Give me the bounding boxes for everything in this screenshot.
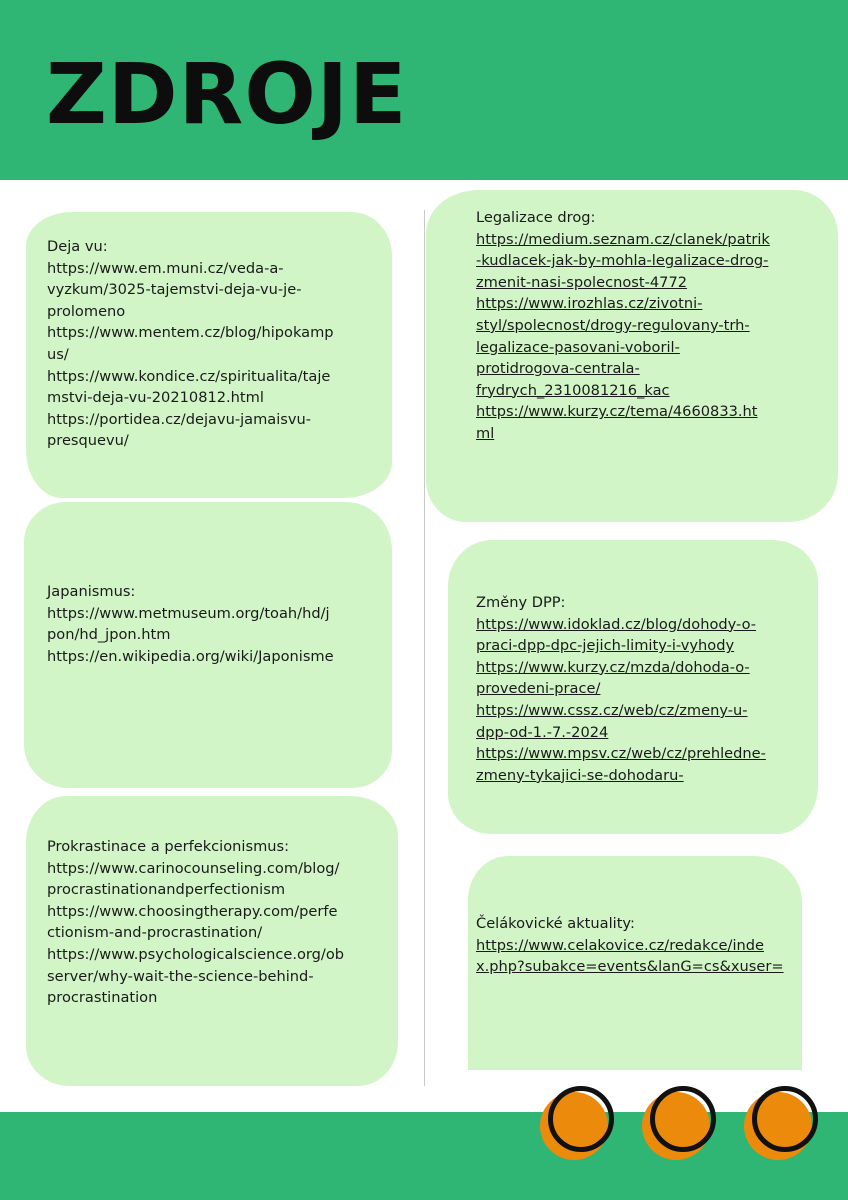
source-link[interactable]: dpp-od-1.-7.-2024 [476, 723, 609, 741]
source-link[interactable]: x.php?subakce=events&lanG=cs&xuser= [476, 958, 784, 976]
source-link[interactable]: protidrogova-centrala- [476, 360, 640, 378]
source-url-line[interactable]: us/ [47, 345, 69, 363]
source-url-line[interactable]: vyzkum/3025-tajemstvi-deja-vu-je- [47, 281, 302, 299]
source-link[interactable]: https://www.celakovice.cz/redakce/inde [476, 936, 764, 954]
japanismus-sources [47, 581, 334, 667]
source-link[interactable]: ml [476, 424, 495, 442]
source-link[interactable]: styl/spolecnost/drogy-regulovany-trh- [476, 316, 750, 334]
prokrastinace-sources [47, 836, 344, 1009]
decorative-circle-icon [642, 1086, 722, 1166]
source-link[interactable]: https://www.irozhlas.cz/zivotni- [476, 295, 703, 313]
card-heading: Japanismus: [47, 583, 136, 600]
source-url-line[interactable]: ctionism-and-procrastination/ [47, 924, 263, 942]
source-url-line[interactable]: procrastinationandperfectionism [47, 881, 286, 899]
source-url-line[interactable]: https://www.carinocounseling.com/blog/ [47, 859, 340, 877]
deja-vu-sources [47, 236, 334, 452]
column-divider [424, 210, 425, 1086]
source-url-line[interactable]: server/why-wait-the-science-behind- [47, 967, 314, 985]
source-link[interactable]: https://www.kurzy.cz/tema/4660833.ht [476, 403, 758, 421]
source-url-line[interactable]: https://www.psychologicalscience.org/ob [47, 945, 345, 963]
source-link[interactable]: praci-dpp-dpc-jejich-limity-i-vyhody [476, 637, 735, 655]
source-url-line[interactable]: https://www.mentem.cz/blog/hipokamp [47, 324, 334, 342]
source-url-line[interactable]: https://www.em.muni.cz/veda-a- [47, 259, 284, 277]
source-url-line[interactable]: https://www.metmuseum.org/toah/hd/j [47, 604, 330, 622]
source-link[interactable]: zmenit-nasi-spolecnost-4772 [476, 273, 688, 291]
source-link[interactable]: https://www.idoklad.cz/blog/dohody-o- [476, 615, 757, 633]
source-link[interactable]: -kudlacek-jak-by-mohla-legalizace-drog- [476, 252, 769, 270]
source-url-line[interactable]: https://www.kondice.cz/spiritualita/taje [47, 367, 331, 385]
page-title: ZDROJE [46, 45, 408, 143]
source-link[interactable]: https://www.mpsv.cz/web/cz/prehledne- [476, 745, 766, 763]
source-link[interactable]: https://www.kurzy.cz/mzda/dohoda-o- [476, 658, 750, 676]
card-heading: Změny DPP: [476, 594, 566, 611]
source-link[interactable]: provedeni-prace/ [476, 680, 601, 698]
source-url-line[interactable]: pon/hd_jpon.htm [47, 626, 171, 644]
card-heading: Čelákovické aktuality: [476, 915, 635, 932]
black-ring-shape [752, 1086, 818, 1152]
source-url-line[interactable]: procrastination [47, 989, 158, 1007]
celakovicke-aktuality-sources [476, 913, 784, 978]
source-link[interactable]: https://medium.seznam.cz/clanek/patrik [476, 230, 770, 248]
source-url-line[interactable]: presquevu/ [47, 432, 129, 450]
source-link[interactable]: zmeny-tykajici-se-dohodaru- [476, 766, 684, 784]
source-url-line[interactable]: https://portidea.cz/dejavu-jamaisvu- [47, 410, 312, 428]
source-url-line[interactable]: https://en.wikipedia.org/wiki/Japonisme [47, 647, 334, 665]
source-link[interactable]: legalizace-pasovani-voboril- [476, 338, 680, 356]
source-link[interactable]: frydrych_2310081216_kac [476, 381, 670, 399]
zmeny-dpp-sources [476, 592, 766, 786]
card-heading: Prokrastinace a perfekcionismus: [47, 838, 290, 855]
card-heading: Legalizace drog: [476, 209, 596, 226]
decorative-circle-icon [744, 1086, 824, 1166]
source-url-line[interactable]: mstvi-deja-vu-20210812.html [47, 389, 264, 407]
source-url-line[interactable]: prolomeno [47, 302, 126, 320]
source-url-line[interactable]: https://www.choosingtherapy.com/perfe [47, 902, 338, 920]
black-ring-shape [548, 1086, 614, 1152]
black-ring-shape [650, 1086, 716, 1152]
decorative-circle-icon [540, 1086, 620, 1166]
legalizace-drog-sources [476, 207, 770, 445]
card-heading: Deja vu: [47, 238, 108, 255]
source-link[interactable]: https://www.cssz.cz/web/cz/zmeny-u- [476, 701, 748, 719]
